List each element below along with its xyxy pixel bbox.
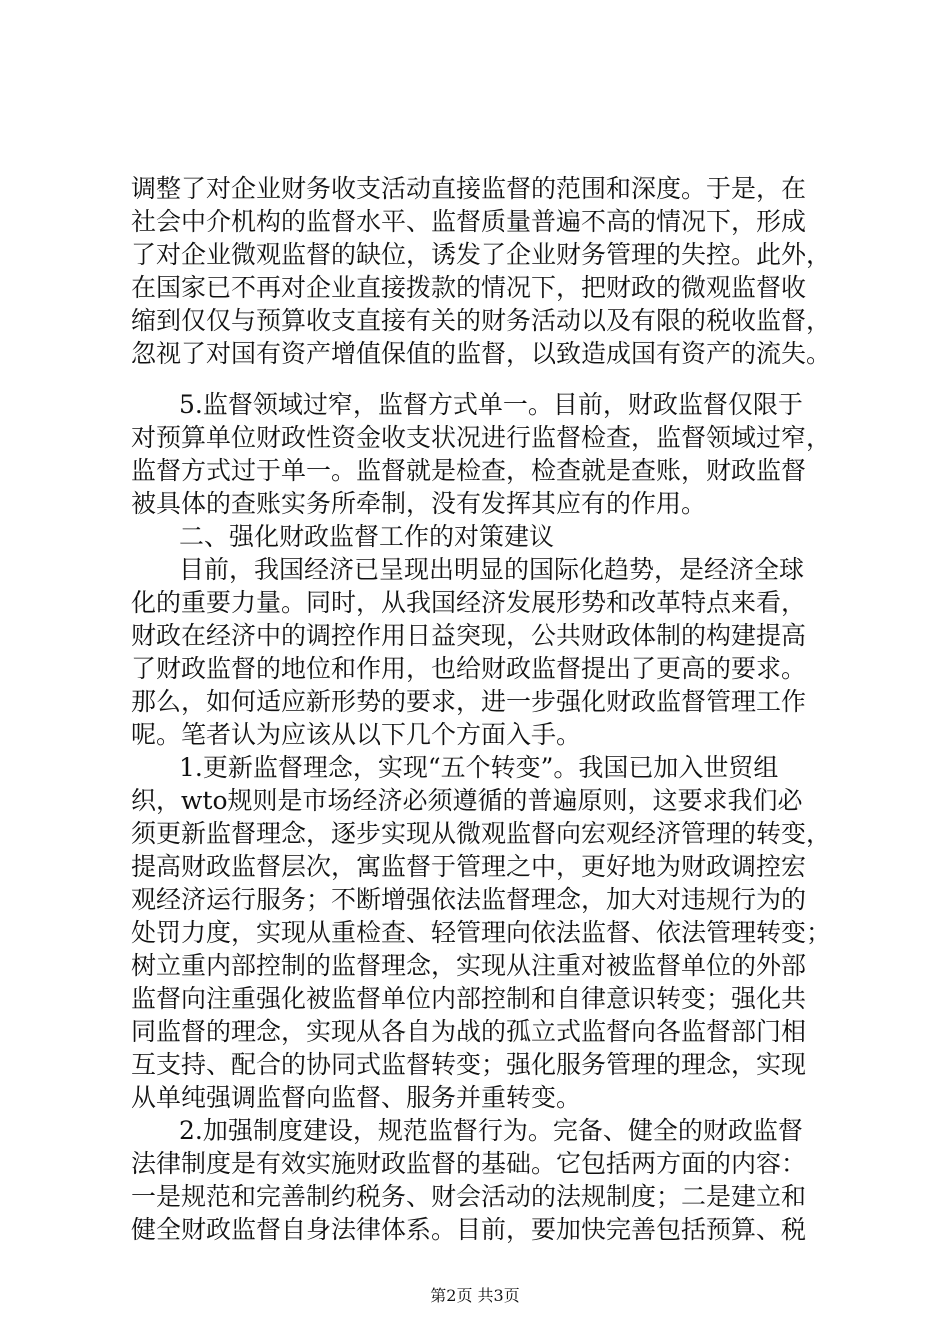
text-line: 法律制度是有效实施财政监督的基础。它包括两方面的内容：	[131, 1149, 807, 1178]
text-line: 从单纯强调监督向监督、服务并重转变。	[131, 1083, 582, 1112]
text-line: 健全财政监督自身法律体系。目前，要加快完善包括预算、税	[131, 1215, 807, 1244]
text-line: 忽视了对国有资产增值保值的监督，以致造成国有资产的流失。	[131, 339, 832, 368]
text-line: 同监督的理念，实现从各自为战的孤立式监督向各监督部门相	[131, 1017, 807, 1046]
text-line: 在国家已不再对企业直接拨款的情况下，把财政的微观监督收	[131, 273, 807, 302]
page-number: 第2页 共3页	[430, 1286, 520, 1305]
text-line: 织，wto规则是市场经济必须遵循的普遍原则，这要求我们必	[131, 786, 803, 815]
paragraph-start: 5.监督领域过窄，监督方式单一。目前，财政监督仅限于	[179, 390, 803, 419]
paragraph-start: 目前，我国经济已呈现出明显的国际化趋势，是经济全球	[179, 555, 805, 584]
section-heading: 二、强化财政监督工作的对策建议	[179, 522, 555, 551]
paragraph-start: 2.加强制度建设，规范监督行为。完备、健全的财政监督	[179, 1116, 803, 1145]
text-line: 提高财政监督层次，寓监督于管理之中，更好地为财政调控宏	[131, 852, 807, 881]
text-line: 对预算单位财政性资金收支状况进行监督检查，监督领域过窄，	[131, 423, 832, 452]
page-footer	[0, 1283, 950, 1306]
text-line: 观经济运行服务；不断增强依法监督理念，加大对违规行为的	[131, 885, 807, 914]
text-line: 了对企业微观监督的缺位，诱发了企业财务管理的失控。此外，	[131, 240, 832, 269]
text-line: 了财政监督的地位和作用，也给财政监督提出了更高的要求。	[131, 654, 807, 683]
paragraph-start: 1.更新监督理念，实现“五个转变”。我国已加入世贸组	[179, 753, 779, 782]
text-line: 那么，如何适应新形势的要求，进一步强化财政监督管理工作	[131, 687, 807, 716]
text-line: 互支持、配合的协同式监督转变；强化服务管理的理念，实现	[131, 1050, 807, 1079]
text-line: 财政在经济中的调控作用日益突现，公共财政体制的构建提高	[131, 621, 807, 650]
body-text-lower	[131, 388, 831, 1246]
text-line: 监督向注重强化被监督单位内部控制和自律意识转变；强化共	[131, 984, 807, 1013]
text-line: 监督方式过于单一。监督就是检查，检查就是查账，财政监督	[131, 456, 807, 485]
text-line: 处罚力度，实现从重检查、轻管理向依法监督、依法管理转变；	[131, 918, 832, 947]
text-line: 化的重要力量。同时，从我国经济发展形势和改革特点来看，	[131, 588, 807, 617]
text-line: 社会中介机构的监督水平、监督质量普遍不高的情况下，形成	[131, 207, 807, 236]
text-line: 调整了对企业财务收支活动直接监督的范围和深度。于是，在	[131, 174, 807, 203]
body-text-upper	[131, 172, 831, 370]
text-line: 缩到仅仅与预算收支直接有关的财务活动以及有限的税收监督，	[131, 306, 832, 335]
text-line: 须更新监督理念，逐步实现从微观监督向宏观经济管理的转变，	[131, 819, 832, 848]
text-line: 呢。笔者认为应该从以下几个方面入手。	[131, 720, 582, 749]
text-line: 一是规范和完善制约税务、财会活动的法规制度；二是建立和	[131, 1182, 807, 1211]
text-line: 树立重内部控制的监督理念，实现从注重对被监督单位的外部	[131, 951, 807, 980]
text-line: 被具体的查账实务所牵制，没有发挥其应有的作用。	[131, 489, 707, 518]
